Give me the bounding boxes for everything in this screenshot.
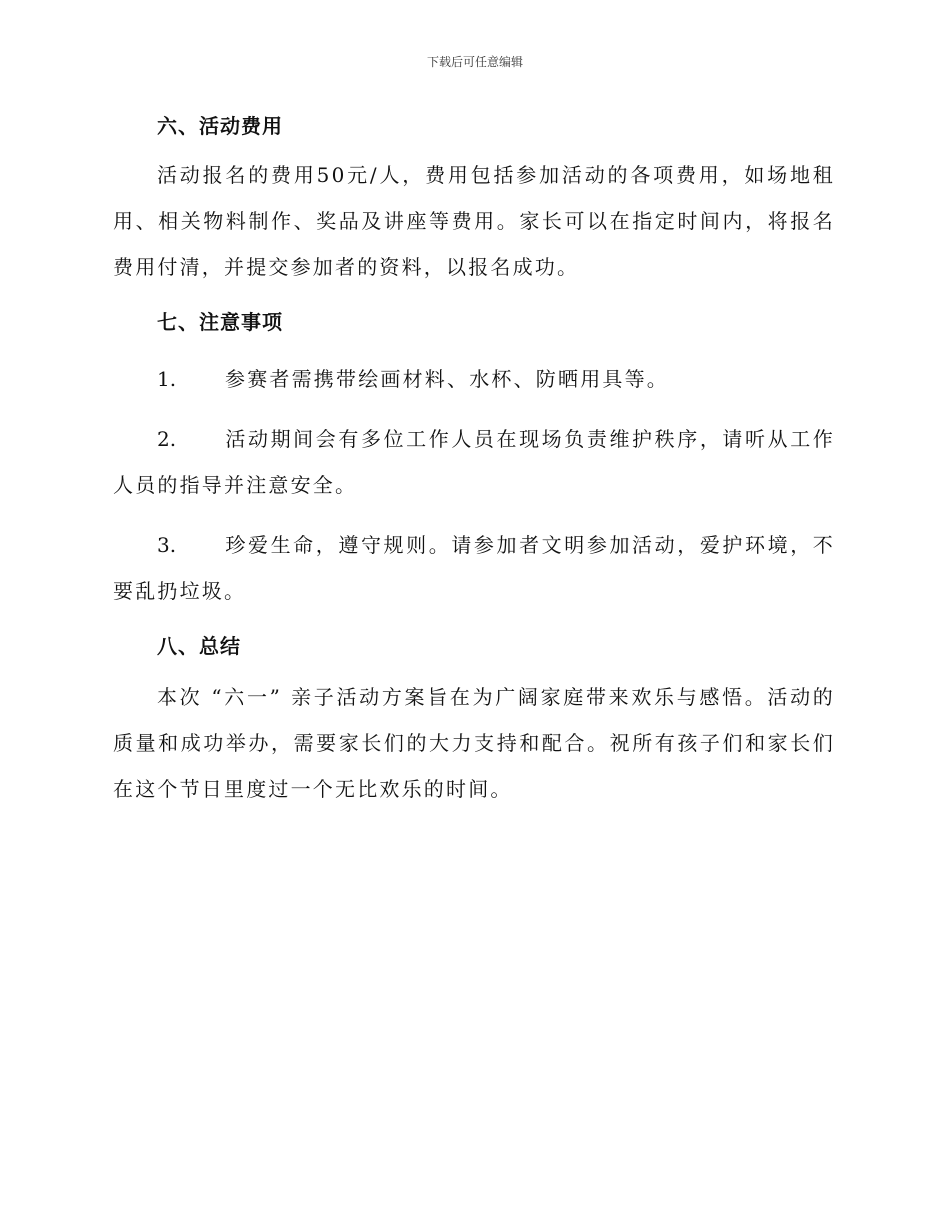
list-item-text: 参赛者需携带绘画材料、水杯、防晒用具等。 bbox=[225, 367, 669, 391]
list-item bbox=[113, 356, 835, 402]
list-item-text: 珍爱生命，遵守规则。请参加者文明参加活动，爱护环境，不要乱扔垃圾。 bbox=[113, 533, 835, 603]
list-item-number: 1. bbox=[157, 367, 177, 391]
page-header-note: 下载后可任意编辑 bbox=[426, 55, 523, 69]
list-item-number: 3. bbox=[157, 533, 177, 557]
section-heading-fee: 六、活动费用 bbox=[157, 114, 283, 138]
list-item bbox=[113, 416, 835, 508]
section-body-fee: 活动报名的费用50元/人，费用包括参加活动的各项费用，如场地租用、相关物料制作、奖品及讲座等费用。家长可以在指定时间内，将报名费用付清，并提交参加者的资料，以报名成功。 bbox=[113, 163, 835, 279]
list-item-number: 2. bbox=[157, 427, 177, 451]
section-heading-summary: 八、总结 bbox=[157, 634, 241, 658]
section-heading-notes: 七、注意事项 bbox=[157, 310, 283, 334]
list-item bbox=[113, 522, 835, 614]
document-body bbox=[113, 106, 835, 812]
section-body-summary: 本次 “六一” 亲子活动方案旨在为广阔家庭带来欢乐与感悟。活动的质量和成功举办，需要家长们的大力支持和配合。祝所有孩子们和家长们在这个节日里度过一个无比欢乐的时间。 bbox=[113, 685, 835, 801]
list-item-text: 活动期间会有多位工作人员在现场负责维护秩序，请听从工作人员的指导并注意安全。 bbox=[113, 427, 835, 497]
